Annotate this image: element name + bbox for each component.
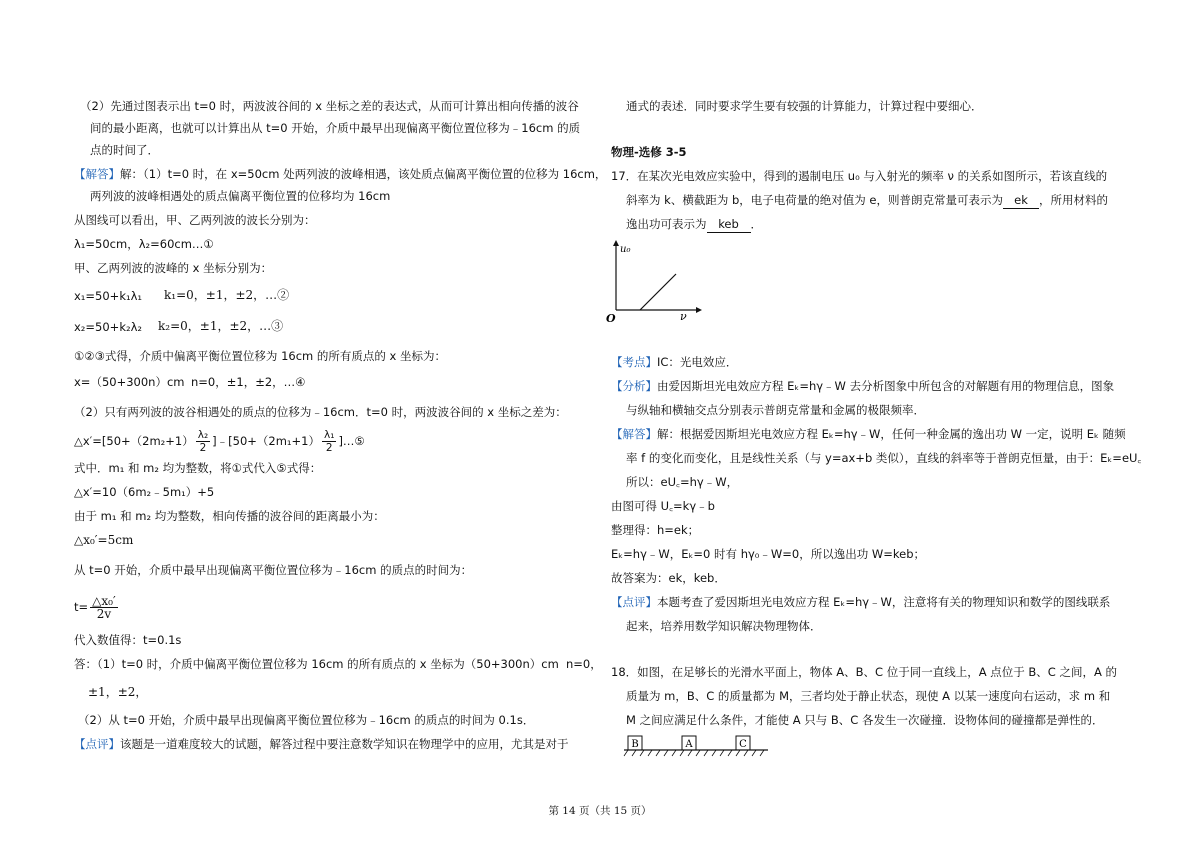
q18-line-3: M 之间应满足什么条件，才能使 A 只与 B、C 各发生一次碰撞．设物体间的碰撞都是弹性的．	[626, 713, 1104, 727]
solution-text: 解：（1）t=0 时，在 x=50cm 处两列波的波峰相遇，该处质点偏离平衡位置的位移为 16cm，	[120, 167, 607, 181]
y-axis-arrow	[613, 240, 619, 246]
x1-expression: x₁=50+k₁λ₁	[74, 289, 143, 303]
left-answer-line-2: ±1，±2，	[88, 685, 148, 699]
q17-workfunction-derivation: Eₖ=hγ﹣W，Eₖ=0 时有 hγ₀﹣W=0，所以逸出功 W=keb；	[611, 547, 926, 561]
time-lhs: t=	[74, 600, 89, 614]
delta-x-part-a: △x′=[50+（2m₂+1）	[74, 434, 194, 448]
lambda2-numerator: λ₂	[197, 429, 209, 441]
right-continuation: 通式的表述．同时要求学生要有较强的计算能力，计算过程中要细心．	[626, 99, 983, 113]
lambda2-fraction	[196, 429, 210, 454]
graph-y-label: u₀	[620, 244, 631, 255]
stopping-voltage-graph	[606, 240, 702, 326]
q17-comment-text: 本题考查了爱因斯坦光电效应方程 Eₖ=hγ﹣W，注意将有关的物理知识和数学的图线联系	[657, 595, 1111, 609]
comment-text: 该题是一道难度较大的试题，解答过程中要注意数学知识在物理学中的应用，尤其是对于	[120, 737, 569, 751]
q17-comment-line-1	[611, 594, 1110, 610]
k2-values: k₂=0，±1，±2，…③	[158, 319, 284, 333]
analysis-tag: 【分析】	[611, 379, 657, 393]
section-heading: 物理-选修 3-5	[611, 145, 687, 159]
q17-comment-line-2: 起来，培养用数学知识解决物理物体．	[626, 619, 822, 633]
q17-line-2	[626, 192, 1108, 209]
block-c-label: C	[739, 739, 747, 750]
q18-line-1: 18．如图，在足够长的光滑水平面上，物体 A、B、C 位于同一直线上，A 点位于 B、C 之间，A 的	[611, 665, 1118, 679]
left-answer-n: n=0，	[566, 657, 602, 671]
q17-organize: 整理得：h=ek；	[611, 523, 700, 537]
q17-text-a: 斜率为 k、横截距为 b，电子电荷量的绝对值为 e，则普朗克常量可表示为	[626, 193, 1003, 207]
graph-line	[640, 274, 676, 310]
comment-tag: 【点评】	[74, 737, 120, 751]
analysis-text: 由爱因斯坦光电效应方程 Eₖ=hγ﹣W 去分析图象中所包含的对解题有用的物理信息，图象	[657, 379, 1115, 393]
q17-line-1: 17．在某次光电效应实验中，得到的遏制电压 u₀ 与入射光的频率 ν 的关系如图所示，若该直线的	[611, 169, 1108, 183]
time-numerator: △x₀′	[92, 594, 116, 608]
left-wavelength-line: λ₁=50cm，λ₂=60cm…①	[74, 237, 214, 251]
x-result: x=（50+300n）cm	[74, 375, 185, 389]
lambda1-fraction	[322, 429, 336, 454]
q17-solution-tag: 【解答】	[611, 427, 657, 441]
left-time-line: 从 t=0 开始，介质中最早出现偏离平衡位置位移为﹣16cm 的质点的时间为：	[74, 563, 473, 577]
left-comment-line	[74, 736, 569, 752]
ground-hatching	[624, 750, 764, 756]
delta-x-part-c: ]…⑤	[338, 434, 365, 448]
x-axis-arrow	[696, 307, 702, 313]
n-values: n=0，±1，±2，…④	[191, 375, 306, 389]
q17-solution-line-1	[611, 426, 1126, 442]
left-graph-line: 从图线可以看出，甲、乙两列波的波长分别为：	[74, 213, 316, 227]
left-solution-line-1	[74, 166, 606, 182]
left-para-line-3: 点的时间了．	[90, 143, 159, 157]
q17-analysis-line-2: 与纵轴和横轴交点分别表示普朗克常量和金属的极限频率．	[626, 403, 925, 417]
lambda2-denominator: 2	[199, 442, 207, 454]
q17-solution-line-3: 所以：eU꜀=hγ﹣W，	[626, 475, 739, 489]
left-answer-part2: （2）从 t=0 开始，介质中最早出现偏离平衡位置位移为﹣16cm 的质点的时间为 0.1s．	[78, 713, 535, 727]
knowledge-tag: 【考点】	[611, 355, 657, 369]
time-fraction	[90, 595, 118, 620]
graph-origin-label: O	[606, 312, 616, 325]
left-where-line: 式中．m₁ 和 m₂ 均为整数，将①式代入⑤式得：	[74, 461, 322, 475]
left-para-line-1: （2）先通过图表示出 t=0 时，两波波谷间的 x 坐标之差的表达式，从而可计算出相向传播的波谷	[80, 99, 579, 113]
q17-text-d: ．	[750, 217, 762, 231]
left-para-line-2: 间的最小距离，也就可以计算出从 t=0 开始，介质中最早出现偏离平衡位置位移为﹣16cm 的质	[90, 121, 581, 135]
delta-x0-result: △x₀′=5cm	[74, 533, 134, 547]
page-footer: 第 14 页（共 15 页）	[548, 805, 652, 817]
q17-graph-relation: 由图可得 U꜀=kγ﹣b	[611, 499, 715, 513]
knowledge-text: IC：光电效应．	[657, 355, 738, 369]
time-denominator: 2v	[96, 607, 112, 621]
left-crest-line: 甲、乙两列波的波峰的 x 坐标分别为：	[74, 261, 273, 275]
q17-comment-tag: 【点评】	[611, 595, 657, 609]
q17-knowledge-point	[611, 354, 737, 370]
q17-line-3	[626, 216, 762, 233]
q17-answer-workfunction: keb	[707, 216, 751, 233]
left-part2-line: （2）只有两列波的波谷相遇处的质点的位移为﹣16cm．t=0 时，两波波谷间的 x 坐标之差为：	[74, 405, 567, 419]
q17-text-c: 逸出功可表示为	[626, 217, 707, 231]
q17-solution-line-2: 率 f 的变化而变化，且是线性关系（与 y=ax+b 类似），直线的斜率等于普朗克恒量，由于：Eₖ=eU꜀	[626, 451, 1142, 465]
delta-x-expression	[74, 426, 365, 456]
block-b-label: B	[631, 739, 639, 750]
left-solution-line-2: 两列波的波峰相遇处的质点偏离平衡位置的位移均为 16cm	[90, 189, 391, 203]
left-substitute-line: 代入数值得：t=0.1s	[74, 633, 182, 647]
left-since-line: 由于 m₁ 和 m₂ 均为整数，相向传播的波谷间的距离最小为：	[74, 509, 385, 523]
time-formula	[74, 590, 120, 624]
delta-x-simplified: △x′=10（6m₂﹣5m₁）+5	[74, 485, 215, 499]
q17-final-answer: 故答案为：ek，keb．	[611, 571, 726, 585]
q17-answer-planck: ek	[1003, 192, 1039, 209]
lambda1-numerator: λ₁	[324, 429, 335, 441]
k1-values: k₁=0，±1，±2，…②	[164, 288, 290, 302]
x2-expression: x₂=50+k₂λ₂	[74, 320, 143, 334]
q18-line-2: 质量为 m，B、C 的质量都为 M，三者均处于静止状态，现使 A 以某一速度向右运动，求 m 和	[626, 689, 1111, 703]
graph-x-label: ν	[680, 310, 687, 323]
left-answer-line-1: 答：（1）t=0 时，介质中偏离平衡位置位移为 16cm 的所有质点的 x 坐标为（50+300n）cm	[74, 657, 559, 671]
solution-tag: 【解答】	[74, 167, 120, 181]
delta-x-part-b: ]﹣[50+（2m₁+1）	[212, 434, 320, 448]
q17-analysis-line-1	[611, 378, 1114, 394]
q17-text-b: ，所用材料的	[1039, 193, 1108, 207]
q17-solution-text: 解：根据爱因斯坦光电效应方程 Eₖ=hγ﹣W，任何一种金属的逸出功 W 一定，说明 Eₖ 随频	[657, 427, 1126, 441]
block-a-label: A	[685, 739, 693, 750]
left-combine-line: ①②③式得，介质中偏离平衡位置位移为 16cm 的所有质点的 x 坐标为：	[74, 349, 447, 363]
q18-blocks-diagram	[622, 734, 772, 760]
lambda1-denominator: 2	[325, 442, 333, 454]
